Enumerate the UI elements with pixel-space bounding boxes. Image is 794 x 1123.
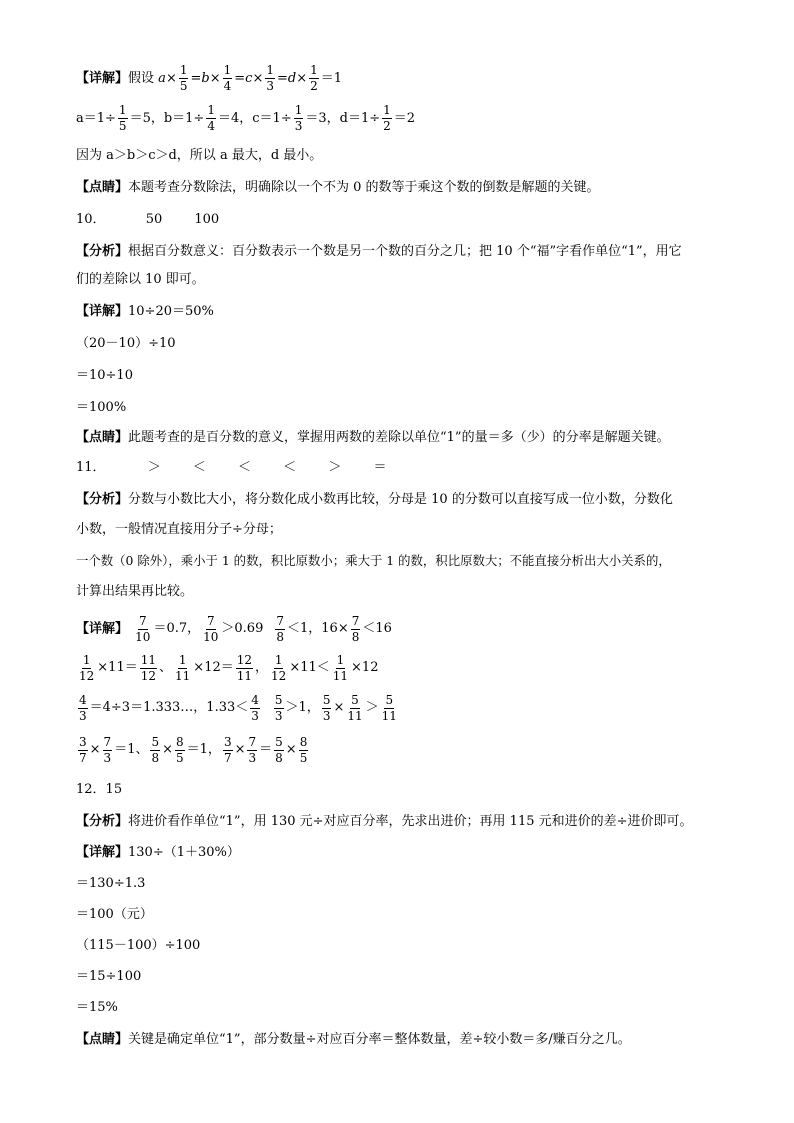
fraction: $\frac{1}{2}$ — [310, 63, 318, 93]
q12-step: ＝100（元） — [76, 907, 153, 922]
q12-tip-line: 【点睛】关键是确定单位“1”，部分数量÷对应百分率＝整体数量，差÷较小数＝多/赚百分之几。 — [76, 1032, 631, 1047]
fraction: $\frac{12}{11}$ — [236, 652, 253, 683]
answer: ＜ — [192, 460, 206, 475]
fraction: $\frac{5}{3}$ — [274, 692, 283, 723]
answer: ＞ — [147, 460, 161, 475]
detail-label: 【详解】 — [76, 304, 129, 319]
fraction: $\frac{7}{8}$ — [351, 613, 360, 644]
q10-analysis-line-2: 们的差除以 10 即可。 — [76, 272, 205, 287]
fraction: $\frac{1}{4}$ — [207, 103, 215, 133]
fraction: $\frac{1}{12}$ — [79, 652, 95, 683]
assume-expression: a × $\frac{1}{5}$ = b × $\frac{1}{4}$ = c × $\frac{1}{3}$ = d × $\frac{1}{2}$ ＝ 1 — [158, 63, 343, 93]
q11-analysis-line-2: 小数，一般情况直接用分子÷分母； — [76, 522, 282, 537]
fraction: $\frac{7}{10}$ — [135, 613, 151, 644]
assume-text: 假设 — [128, 71, 155, 86]
q11-detail-row-1: 【详解】 $\frac{7}{10}$ ＝0.7， $\frac{7}{10}$ ＞0.69 $\frac{7}{8}$ ＜1，16× $\frac{7}{8}$ ＜16 — [76, 613, 392, 644]
q11-analysis-line-4: 计算出结果再比较。 — [76, 584, 194, 599]
fraction: $\frac{4}{3}$ — [79, 692, 87, 723]
answer: ＝ — [373, 460, 387, 475]
fraction: $\frac{1}{5}$ — [179, 63, 188, 93]
fraction: $\frac{1}{3}$ — [294, 103, 303, 133]
detail-label: 【详解】 — [76, 621, 129, 637]
answer: ＞ — [328, 460, 342, 475]
fraction: $\frac{7}{3}$ — [103, 734, 112, 765]
q11-detail-row-2: $\frac{1}{12}$ ×11＝ $\frac{11}{12}$ 、 $\frac{1}{11}$ ×12＝ $\frac{12}{11}$ ， $\frac{1}{12}$ ×11＜ $\frac{1}{11}$ ×12 — [79, 652, 379, 683]
fraction: $\frac{5}{11}$ — [381, 692, 397, 723]
fraction: $\frac{4}{3}$ — [251, 692, 259, 723]
fraction: $\frac{1}{3}$ — [266, 63, 274, 93]
fraction: $\frac{5}{8}$ — [275, 734, 283, 765]
q12-answer-line: 12．15 — [76, 782, 123, 797]
fraction: $\frac{1}{11}$ — [175, 652, 191, 683]
q10-step: ＝100% — [76, 400, 127, 415]
fraction: $\frac{7}{10}$ — [203, 613, 219, 644]
q10-analysis-line-1: 【分析】根据百分数意义：百分数表示一个数是另一个数的百分之几；把 10 个“福”字看作单位“1”，用它 — [76, 244, 682, 259]
answer: ＜ — [238, 460, 252, 475]
q9-calc-line — [76, 104, 415, 132]
fraction: $\frac{8}{5}$ — [176, 734, 184, 765]
question-number: 10． — [76, 212, 106, 227]
q10-tip-line: 【点睛】此题考查的是百分数的意义，掌握用两数的差除以单位“1”的量＝多（少）的分率是解题关键。 — [76, 430, 670, 445]
q12-analysis-line: 【分析】将进价看作单位“1”，用 130 元÷对应百分率，先求出进价；再用 115 元和进价的差÷进价即可。 — [76, 814, 693, 829]
q11-answer-line — [76, 458, 386, 478]
tip-label: 【点睛】 — [76, 430, 129, 445]
q9-detail-line — [76, 63, 343, 93]
q10-answer-line — [76, 210, 219, 230]
detail-label: 【详解】 — [76, 845, 129, 860]
q11-analysis-line-1: 【分析】分数与小数比大小，将分数化成小数再比较，分母是 10 的分数可以直接写成一位小数，分数化 — [76, 492, 673, 507]
tip-label: 【点睛】 — [76, 180, 129, 195]
q11-detail-row-4: $\frac{3}{7}$ × $\frac{7}{3}$ ＝1、 $\frac{5}{8}$ × $\frac{8}{5}$ ＝1， $\frac{3}{7}$ × $\frac{7}{3}$ ＝ $\frac{5}{8}$ × $\frac{8}{5}$ — [79, 734, 308, 765]
question-number: 11． — [76, 460, 106, 475]
analysis-label: 【分析】 — [76, 492, 129, 507]
fraction: $\frac{11}{12}$ — [140, 652, 156, 683]
answer: 100 — [194, 212, 220, 227]
analysis-label: 【分析】 — [76, 244, 129, 259]
fraction: $\frac{5}{8}$ — [151, 734, 160, 765]
analysis-label: 【分析】 — [76, 814, 129, 829]
fraction: $\frac{7}{3}$ — [248, 734, 257, 765]
fraction: $\frac{5}{3}$ — [322, 692, 331, 723]
q9-conclusion: 因为 a＞b＞c＞d，所以 a 最大，d 最小。 — [76, 148, 323, 163]
answer: 50 — [145, 212, 163, 227]
q12-step: ＝15÷100 — [76, 969, 142, 984]
q10-detail-line: 【详解】10÷20＝50% — [76, 304, 214, 319]
fraction: $\frac{5}{11}$ — [347, 692, 363, 723]
fraction: $\frac{1}{4}$ — [223, 63, 232, 93]
fraction: $\frac{7}{8}$ — [276, 613, 284, 644]
fraction: $\frac{3}{7}$ — [223, 734, 232, 765]
fraction: $\frac{1}{5}$ — [118, 103, 127, 133]
detail-label: 【详解】 — [76, 71, 129, 86]
tip-text: 本题考查分数除法，明确除以一个不为 0 的数等于乘这个数的倒数是解题的关键。 — [128, 180, 600, 195]
tip-label: 【点睛】 — [76, 1032, 129, 1047]
q11-analysis-line-3: 一个数（0 除外），乘小于 1 的数，积比原数小；乘大于 1 的数，积比原数大；不能直接分析出大小关系的， — [76, 553, 671, 568]
q9-tip-line — [76, 178, 600, 198]
fraction: $\frac{8}{5}$ — [299, 734, 308, 765]
fraction: $\frac{1}{12}$ — [271, 652, 287, 683]
fraction: $\frac{1}{2}$ — [383, 103, 391, 133]
q10-step: （20－10）÷10 — [76, 336, 176, 351]
q12-detail-line: 【详解】130÷（1＋30%） — [76, 845, 240, 860]
calc-expression: a＝1÷ $\frac{1}{5}$ ＝5， b＝1÷ $\frac{1}{4}$ ＝4， c＝1÷ $\frac{1}{3}$ ＝3， d＝1÷ $\frac{1}{2}$ ＝2 — [76, 103, 416, 133]
q12-step: ＝130÷1.3 — [76, 876, 146, 891]
q10-step: ＝10÷10 — [76, 368, 133, 383]
fraction: $\frac{1}{11}$ — [332, 652, 349, 683]
q12-step: ＝15% — [76, 1000, 118, 1015]
q11-detail-row-3: $\frac{4}{3}$ ＝4÷3＝1.333…，1.33＜ $\frac{4}{3}$ $\frac{5}{3}$ ＞1， $\frac{5}{3}$ × $\frac{5}{11}$ ＞ $\frac{5}{11}$ — [79, 692, 397, 723]
fraction: $\frac{3}{7}$ — [79, 734, 87, 765]
answer: ＜ — [283, 460, 297, 475]
q12-step: （115－100）÷100 — [76, 938, 201, 953]
